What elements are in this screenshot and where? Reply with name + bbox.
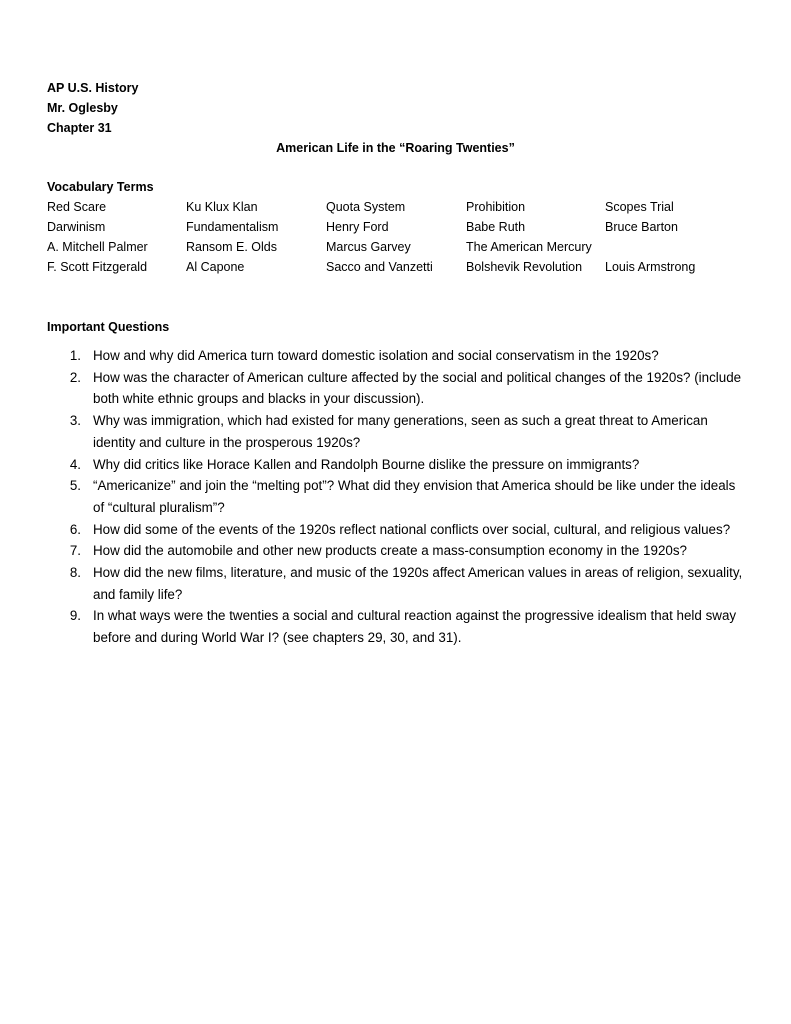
question-number: 1.	[69, 348, 81, 363]
chapter-label: Chapter 31	[47, 121, 112, 135]
question-item	[47, 454, 747, 476]
question-text: How did the new films, literature, and music of the 1920s affect American values in areas of religion, sexuality, and family life?	[93, 565, 743, 602]
course-name: AP U.S. History	[47, 81, 139, 95]
question-item	[47, 345, 747, 367]
question-text: Why did critics like Horace Kallen and Randolph Bourne dislike the pressure on immigrants?	[93, 456, 640, 472]
question-text: “Americanize” and join the “melting pot”? What did they envision that America should be like under the ideals of “cultural pluralism”?	[93, 478, 736, 515]
teacher-name: Mr. Oglesby	[47, 101, 118, 115]
question-text: How did the automobile and other new products create a mass-consumption economy in the 1920s?	[93, 543, 687, 559]
question-item	[47, 475, 747, 518]
vocab-term: Fundamentalism	[186, 220, 279, 234]
vocabulary-heading: Vocabulary Terms	[47, 180, 154, 194]
vocab-term: Louis Armstrong	[605, 260, 696, 274]
question-text: Why was immigration, which had existed for many generations, seen as such a great threat to American identity and culture in the prosperous 1920s?	[93, 413, 708, 450]
question-number: 4.	[69, 456, 81, 472]
question-number: 5.	[69, 478, 81, 494]
document-title: American Life in the “Roaring Twenties”	[276, 141, 515, 155]
vocab-term: Henry Ford	[326, 220, 389, 234]
vocab-term: Bolshevik Revolution	[466, 260, 583, 274]
vocab-term: F. Scott Fitzgerald	[47, 260, 148, 274]
question-text: How and why did America turn toward domestic isolation and social conservatism in the 1920s?	[93, 348, 659, 363]
question-item	[47, 410, 747, 453]
question-item	[47, 605, 747, 648]
questions-list	[47, 345, 747, 649]
question-number: 9.	[69, 608, 81, 624]
vocab-term: Ku Klux Klan	[186, 200, 258, 214]
question-number: 2.	[69, 369, 81, 385]
question-number: 8.	[69, 565, 81, 581]
questions-heading: Important Questions	[47, 320, 170, 334]
vocab-term	[605, 239, 745, 259]
question-number: 3.	[69, 413, 81, 429]
vocab-term: Scopes Trial	[605, 200, 674, 214]
vocab-term: Babe Ruth	[466, 220, 526, 234]
question-text: How did some of the events of the 1920s reflect national conflicts over social, cultural, and religious values?	[93, 521, 731, 537]
vocab-term: Marcus Garvey	[326, 240, 411, 254]
question-number: 7.	[69, 543, 81, 559]
question-text: How was the character of American culture affected by the social and political changes of the 1920s? (include both white ethnic groups and blacks in your discussion).	[93, 369, 742, 407]
vocab-term: Sacco and Vanzetti	[326, 260, 433, 274]
question-item	[47, 367, 747, 410]
vocab-term: The American Mercury	[466, 240, 592, 254]
question-text: In what ways were the twenties a social and cultural reaction against the progressive idealism that held sway before and during World War I? (see chapters 29, 30, and 31).	[93, 608, 737, 646]
vocabulary-grid	[47, 199, 767, 279]
vocab-term: Al Capone	[186, 260, 245, 274]
vocab-term: Bruce Barton	[605, 220, 678, 234]
question-item	[47, 540, 747, 562]
question-item	[47, 562, 747, 605]
question-item	[47, 519, 747, 541]
vocab-term: Darwinism	[47, 220, 106, 234]
question-number: 6.	[69, 521, 81, 537]
vocab-term: Quota System	[326, 200, 406, 214]
vocab-term: Red Scare	[47, 200, 107, 214]
vocab-term: Prohibition	[466, 200, 526, 214]
vocab-term: Ransom E. Olds	[186, 240, 278, 254]
vocab-term: A. Mitchell Palmer	[47, 240, 148, 254]
